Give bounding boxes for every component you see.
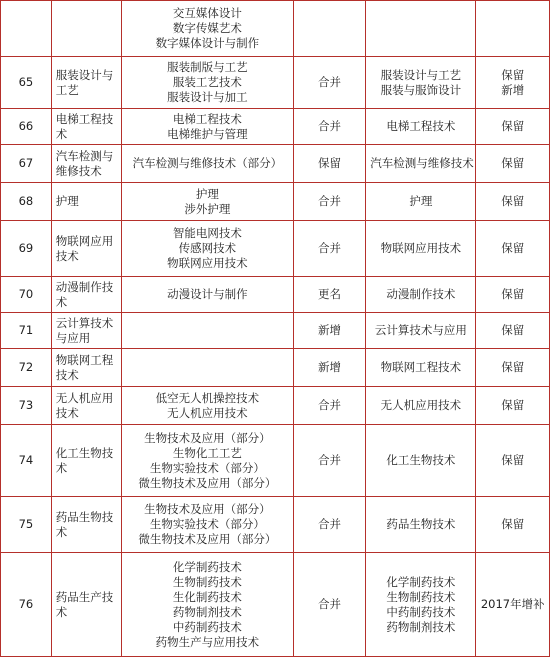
adjustment-type-cell: 新增: [293, 349, 365, 387]
original-majors-cell: [122, 553, 294, 657]
corresponding-majors-cell-line: 动漫制作技术: [386, 287, 456, 301]
note-cell: [476, 183, 550, 221]
table-row: [1, 425, 550, 497]
major-name-cell: 汽车检测与维修技术: [51, 145, 121, 183]
original-majors-cell-line: 生化制药技术: [172, 589, 242, 604]
original-majors-cell: [122, 277, 294, 313]
corresponding-majors-cell-line: 药物制剂技术: [386, 619, 456, 634]
major-name-cell: 动漫制作技术: [51, 277, 121, 313]
original-majors-cell-line: 动漫设计与制作: [167, 287, 248, 301]
row-number-cell: 72: [1, 349, 52, 387]
major-name-cell: 药品生产技术: [51, 553, 121, 657]
note-cell-line: 保留: [501, 398, 525, 412]
corresponding-majors-cell-line: 药品生物技术: [386, 517, 456, 531]
corresponding-majors-cell: [366, 145, 476, 183]
original-majors-cell-line: 微生物技术及应用（部分）: [138, 532, 277, 546]
original-majors-cell: [122, 109, 294, 145]
note-cell-line: 保留: [501, 360, 525, 374]
note-cell-line: 保留: [501, 323, 525, 337]
table-body: [1, 1, 550, 657]
note-cell: [476, 145, 550, 183]
corresponding-majors-cell-line: 服装与服饰设计: [380, 82, 462, 97]
original-majors-cell: [122, 183, 294, 221]
original-majors-cell-line: 涉外护理: [184, 201, 231, 216]
table-row: [1, 349, 550, 387]
table-row: [1, 57, 550, 109]
note-cell: [476, 277, 550, 313]
note-cell-line: 保留: [501, 241, 525, 255]
original-majors-cell-line: 药物生产与应用技术: [155, 634, 260, 649]
table-row: [1, 221, 550, 277]
note-cell: [476, 553, 550, 657]
table-row: [1, 109, 550, 145]
adjustment-type-cell: 合并: [293, 387, 365, 425]
note-cell-line: 保留: [501, 517, 525, 531]
adjustment-type-cell: 合并: [293, 57, 365, 109]
original-majors-cell-line: 传感网技术: [178, 241, 237, 255]
original-majors-cell-line: 低空无人机操控技术: [155, 390, 260, 405]
original-majors-cell-line: 数字传媒艺术: [172, 21, 242, 35]
table-row: [1, 497, 550, 553]
note-cell-line: 保留: [501, 287, 525, 301]
corresponding-majors-cell: [366, 277, 476, 313]
corresponding-majors-cell-line: 物联网应用技术: [380, 241, 462, 255]
adjustment-type-cell: 合并: [293, 183, 365, 221]
original-majors-cell-line: 护理: [195, 186, 219, 201]
original-majors-cell: [122, 497, 294, 553]
note-cell: [476, 425, 550, 497]
original-majors-cell-line: 生物实验技术（部分）: [149, 517, 265, 531]
original-majors-cell-line: 化学制药技术: [172, 559, 242, 574]
original-majors-cell-line: 电梯工程技术: [172, 111, 242, 126]
adjustment-type-cell: [293, 1, 365, 57]
major-name-cell: 电梯工程技术: [51, 109, 121, 145]
corresponding-majors-cell: [366, 553, 476, 657]
note-cell-line: 保留: [501, 194, 525, 208]
note-cell: [476, 1, 550, 57]
adjustment-type-cell: 合并: [293, 553, 365, 657]
note-cell-line: 保留: [501, 156, 525, 170]
note-cell: [476, 497, 550, 553]
note-cell-line: 2017年增补: [480, 597, 545, 611]
corresponding-majors-cell-line: 云计算技术与应用: [374, 323, 467, 337]
corresponding-majors-cell: [366, 57, 476, 109]
note-cell-line: 保留: [501, 67, 525, 82]
table-row: [1, 183, 550, 221]
original-majors-cell-line: 生物制药技术: [172, 574, 242, 589]
corresponding-majors-cell-line: 服装设计与工艺: [380, 67, 462, 82]
note-cell: [476, 57, 550, 109]
adjustment-type-cell: 合并: [293, 425, 365, 497]
adjustment-type-cell: 更名: [293, 277, 365, 313]
major-name-cell: [51, 1, 121, 57]
major-name-cell: 云计算技术与应用: [51, 313, 121, 349]
corresponding-majors-cell-line: 汽车检测与维修技术: [370, 156, 474, 170]
note-cell-line: 保留: [501, 119, 525, 133]
adjustment-type-cell: 新增: [293, 313, 365, 349]
major-name-cell: 护理: [51, 183, 121, 221]
original-majors-cell-line: 生物技术及应用（部分）: [144, 502, 271, 516]
row-number-cell: 73: [1, 387, 52, 425]
table-row: [1, 387, 550, 425]
major-name-cell: 药品生物技术: [51, 497, 121, 553]
major-name-cell: 无人机应用技术: [51, 387, 121, 425]
row-number-cell: 66: [1, 109, 52, 145]
corresponding-majors-cell-line: 中药制药技术: [386, 604, 456, 619]
original-majors-cell-line: 无人机应用技术: [167, 405, 248, 420]
note-cell-line: 新增: [501, 82, 525, 97]
row-number-cell: 71: [1, 313, 52, 349]
table-row: [1, 1, 550, 57]
note-cell: [476, 349, 550, 387]
original-majors-cell-line: 服装制版与工艺: [167, 60, 248, 74]
adjustment-type-cell: 合并: [293, 221, 365, 277]
note-cell: [476, 387, 550, 425]
original-majors-cell-line: 生物化工工艺: [172, 445, 242, 460]
row-number-cell: 68: [1, 183, 52, 221]
original-majors-cell-line: 汽车检测与维修技术（部分）: [132, 156, 283, 170]
original-majors-cell: [122, 145, 294, 183]
table-row: [1, 553, 550, 657]
major-name-cell: 物联网工程技术: [51, 349, 121, 387]
original-majors-cell-line: 服装设计与加工: [167, 90, 248, 104]
corresponding-majors-cell-line: 护理: [409, 194, 433, 208]
corresponding-majors-cell: [366, 221, 476, 277]
original-majors-cell-line: 数字媒体设计与制作: [155, 36, 260, 50]
original-majors-cell: [122, 57, 294, 109]
original-majors-cell: [122, 221, 294, 277]
note-cell: [476, 221, 550, 277]
corresponding-majors-cell: [366, 349, 476, 387]
row-number-cell: 76: [1, 553, 52, 657]
original-majors-cell: [122, 387, 294, 425]
original-majors-cell-line: 物联网应用技术: [167, 256, 248, 270]
row-number-cell: 65: [1, 57, 52, 109]
major-name-cell: 化工生物技术: [51, 425, 121, 497]
corresponding-majors-cell-line: 化工生物技术: [386, 453, 456, 467]
original-majors-cell-line: 服装工艺技术: [172, 75, 242, 89]
major-name-cell: 服装设计与工艺: [51, 57, 121, 109]
row-number-cell: 70: [1, 277, 52, 313]
corresponding-majors-cell-line: 生物制药技术: [386, 589, 456, 604]
note-cell: [476, 109, 550, 145]
note-cell: [476, 313, 550, 349]
corresponding-majors-cell: [366, 183, 476, 221]
row-number-cell: 67: [1, 145, 52, 183]
original-majors-cell-line: 智能电网技术: [172, 226, 242, 240]
corresponding-majors-cell: [366, 387, 476, 425]
original-majors-cell-line: 微生物技术及应用（部分）: [138, 475, 277, 490]
corresponding-majors-cell-line: 无人机应用技术: [380, 398, 462, 412]
corresponding-majors-cell-line: 物联网工程技术: [380, 360, 462, 374]
row-number-cell: 74: [1, 425, 52, 497]
corresponding-majors-cell: [366, 109, 476, 145]
original-majors-cell: [122, 425, 294, 497]
corresponding-majors-cell: [366, 313, 476, 349]
row-number-cell: [1, 1, 52, 57]
original-majors-cell: [122, 313, 294, 349]
original-majors-cell-line: 生物技术及应用（部分）: [144, 430, 271, 445]
original-majors-cell: [122, 1, 294, 57]
table-row: [1, 313, 550, 349]
original-majors-cell-line: 交互媒体设计: [172, 6, 242, 20]
corresponding-majors-cell-line: 化学制药技术: [386, 574, 456, 589]
original-majors-cell-line: 药物制剂技术: [172, 604, 242, 619]
corresponding-majors-cell: [366, 425, 476, 497]
major-name-cell: 物联网应用技术: [51, 221, 121, 277]
corresponding-majors-cell-line: 电梯工程技术: [386, 119, 456, 133]
adjustment-type-cell: 合并: [293, 497, 365, 553]
row-number-cell: 69: [1, 221, 52, 277]
adjustment-type-cell: 合并: [293, 109, 365, 145]
corresponding-majors-cell: [366, 497, 476, 553]
original-majors-cell: [122, 349, 294, 387]
note-cell-line: 保留: [501, 453, 525, 467]
original-majors-cell-line: 中药制药技术: [172, 619, 242, 634]
adjustment-type-cell: 保留: [293, 145, 365, 183]
original-majors-cell-line: 电梯维护与管理: [167, 126, 248, 141]
table-row: [1, 145, 550, 183]
table-row: [1, 277, 550, 313]
row-number-cell: 75: [1, 497, 52, 553]
corresponding-majors-cell: [366, 1, 476, 57]
original-majors-cell-line: 生物实验技术（部分）: [149, 460, 265, 475]
